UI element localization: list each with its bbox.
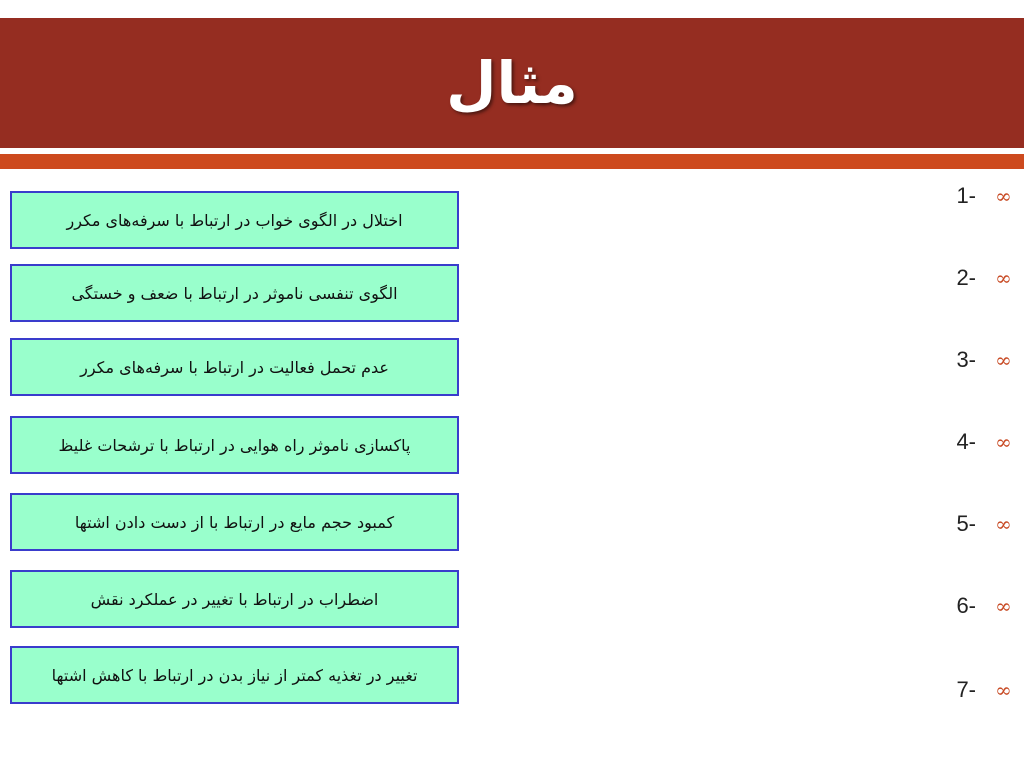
diagnosis-text-6: اضطراب در ارتباط با تغییر در عملکرد نقش (90, 589, 379, 609)
item-number-2: 2- (956, 265, 976, 290)
diagnosis-box-1 (10, 191, 459, 249)
diagnosis-text-4: پاکسازی ناموثر راه هوایی در ارتباط با ترشحات غلیظ (58, 435, 411, 455)
diagnosis-box-4 (10, 416, 459, 474)
item-number-1: 1- (956, 183, 976, 208)
ornamental-bullet-icon: ∞ (995, 184, 1009, 208)
diagnosis-text-3: عدم تحمل فعالیت در ارتباط با سرفه‌های مکرر (80, 357, 389, 377)
list-item-6 (956, 591, 1014, 621)
item-number-6: 6- (956, 593, 976, 618)
ornamental-bullet-icon: ∞ (995, 678, 1009, 702)
list-item-2 (956, 263, 1014, 293)
diagnosis-box-5 (10, 493, 459, 551)
ornamental-bullet-icon: ∞ (995, 512, 1009, 536)
diagnosis-text-7: تغییر در تغذیه کمتر از نیاز بدن در ارتباط با کاهش اشتها (51, 665, 418, 685)
slide-title: مثال (446, 49, 578, 117)
item-number-7: 7- (956, 677, 976, 702)
ornamental-bullet-icon: ∞ (995, 266, 1009, 290)
diagnosis-box-7 (10, 646, 459, 704)
ornamental-bullet-icon: ∞ (995, 594, 1009, 618)
list-item-4 (956, 427, 1014, 457)
accent-bar (0, 154, 1024, 169)
ornamental-bullet-icon: ∞ (995, 430, 1009, 454)
item-number-3: 3- (956, 347, 976, 372)
diagnosis-text-2: الگوی تنفسی ناموثر در ارتباط با ضعف و خستگی (71, 283, 398, 303)
ornamental-bullet-icon: ∞ (995, 348, 1009, 372)
title-bar (0, 18, 1024, 148)
item-number-4: 4- (956, 429, 976, 454)
item-number-5: 5- (956, 511, 976, 536)
list-item-3 (956, 345, 1014, 375)
diagnosis-text-5: کمبود حجم مایع در ارتباط با از دست دادن اشتها (74, 512, 395, 532)
list-item-5 (956, 509, 1014, 539)
diagnosis-text-1: اختلال در الگوی خواب در ارتباط با سرفه‌های مکرر (66, 210, 403, 230)
diagnosis-box-6 (10, 570, 459, 628)
diagnosis-box-2 (10, 264, 459, 322)
list-item-1 (956, 181, 1014, 211)
list-item-7 (956, 675, 1014, 705)
diagnosis-box-3 (10, 338, 459, 396)
